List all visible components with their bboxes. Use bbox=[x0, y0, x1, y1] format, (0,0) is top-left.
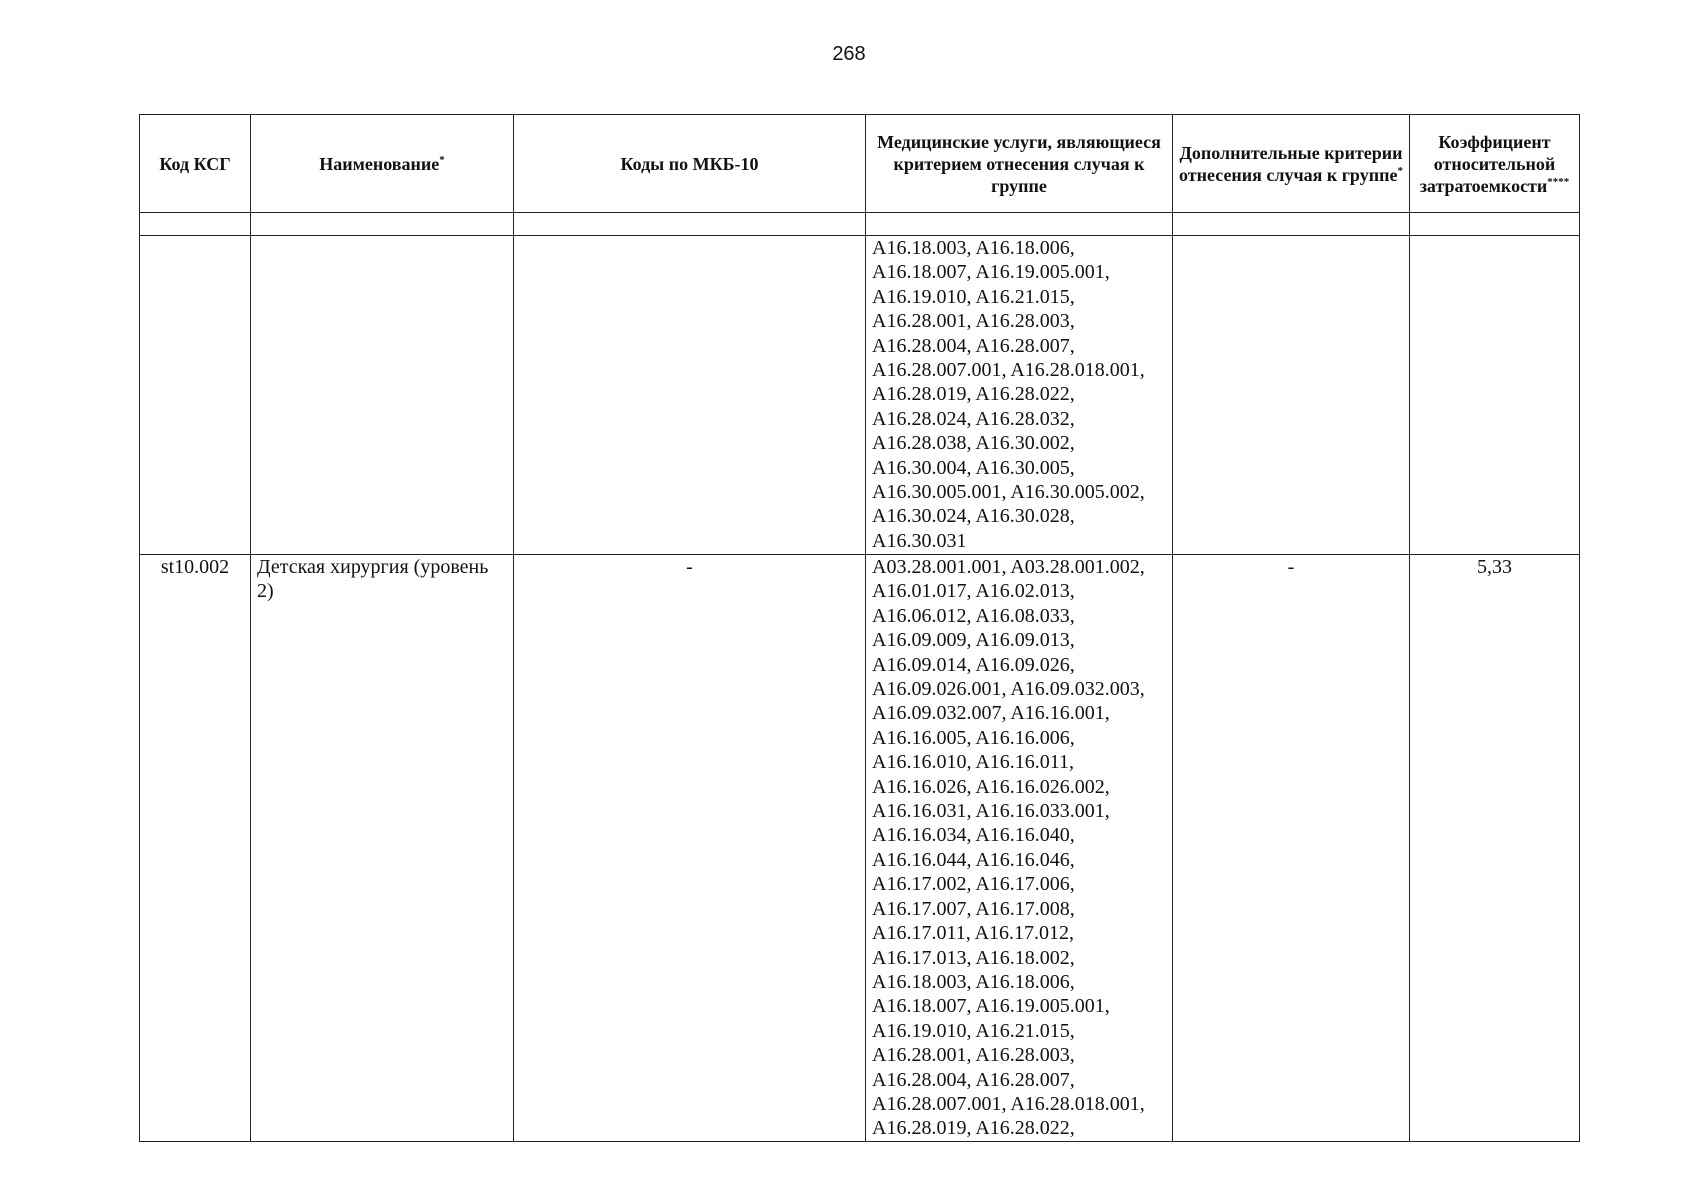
service-code-line: A16.30.005.001, A16.30.005.002, bbox=[872, 481, 1145, 504]
service-code-line: A16.09.014, A16.09.026, bbox=[872, 653, 1075, 676]
service-code-line: A16.28.001, A16.28.003, bbox=[872, 310, 1075, 333]
service-code-line: A16.18.007, A16.19.005.001, bbox=[872, 995, 1110, 1018]
service-code-line: A16.28.024, A16.28.032, bbox=[872, 407, 1075, 430]
service-code-line: A16.16.010, A16.16.011, bbox=[872, 751, 1075, 774]
header-name: Наименование* bbox=[251, 115, 514, 213]
service-code-line: A16.17.002, A16.17.006, bbox=[872, 873, 1075, 896]
cell-services bbox=[866, 236, 1173, 555]
service-code-line: A16.17.011, A16.17.012, bbox=[872, 922, 1075, 945]
service-code-line: A16.18.007, A16.19.005.001, bbox=[872, 261, 1110, 284]
cell-name: Детская хирургия (уровень 2) bbox=[251, 555, 514, 1142]
service-code-line: A16.09.009, A16.09.013, bbox=[872, 629, 1075, 652]
service-code-line: A16.06.012, A16.08.033, bbox=[872, 604, 1075, 627]
service-code-line: A03.28.001.001, A03.28.001.002, bbox=[872, 556, 1145, 578]
cell-coefficient: 5,33 bbox=[1410, 555, 1580, 1142]
service-code-line: A16.30.004, A16.30.005, bbox=[872, 456, 1075, 479]
cell-services bbox=[866, 555, 1173, 1142]
service-code-line: A16.28.019, A16.28.022, bbox=[872, 1117, 1075, 1140]
header-mkb: Коды по МКБ-10 bbox=[514, 115, 866, 213]
service-code-line: A16.17.007, A16.17.008, bbox=[872, 897, 1075, 920]
service-code-line: A16.28.038, A16.30.002, bbox=[872, 432, 1075, 455]
service-code-line: A16.28.007.001, A16.28.018.001, bbox=[872, 1092, 1145, 1115]
header-extra-criteria: Дополнительные критерии отнесения случая к группе* bbox=[1173, 115, 1410, 213]
cell-mkb: - bbox=[514, 555, 866, 1142]
service-code-line: A16.28.001, A16.28.003, bbox=[872, 1044, 1075, 1067]
cell-extra-criteria: - bbox=[1173, 555, 1410, 1142]
service-code-line: A16.30.024, A16.30.028, bbox=[872, 505, 1075, 528]
service-code-line: A16.16.034, A16.16.040, bbox=[872, 824, 1075, 847]
service-code-line: A16.09.032.007, A16.16.001, bbox=[872, 702, 1110, 725]
cell-code bbox=[140, 236, 251, 555]
header-row bbox=[140, 115, 1580, 213]
header-services: Медицинские услуги, являющиеся критерием отнесения случая к группе bbox=[866, 115, 1173, 213]
header-coefficient: Коэффициент относительной затратоемкости**** bbox=[1410, 115, 1580, 213]
service-code-line: A16.16.031, A16.16.033.001, bbox=[872, 800, 1110, 823]
cell-mkb bbox=[514, 236, 866, 555]
service-code-line: A16.09.026.001, A16.09.032.003, bbox=[872, 678, 1145, 701]
cell-coefficient bbox=[1410, 236, 1580, 555]
service-code-line: A16.28.007.001, A16.28.018.001, bbox=[872, 359, 1145, 382]
header-code: Код КСГ bbox=[140, 115, 251, 213]
service-code-line: A16.01.017, A16.02.013, bbox=[872, 580, 1075, 603]
service-code-line: A16.28.004, A16.28.007, bbox=[872, 1068, 1075, 1091]
service-code-line: A16.16.044, A16.16.046, bbox=[872, 848, 1075, 871]
service-code-line: A16.18.003, A16.18.006, bbox=[872, 237, 1075, 259]
cell-name bbox=[251, 236, 514, 555]
table-row-st10-002 bbox=[140, 555, 1580, 1142]
table-row-continuation bbox=[140, 236, 1580, 555]
cell-extra-criteria bbox=[1173, 236, 1410, 555]
service-code-line: A16.17.013, A16.18.002, bbox=[872, 946, 1075, 969]
service-code-line: A16.19.010, A16.21.015, bbox=[872, 285, 1075, 308]
spacer-row bbox=[140, 213, 1580, 236]
service-code-line: A16.28.004, A16.28.007, bbox=[872, 334, 1075, 357]
service-code-line: A16.16.005, A16.16.006, bbox=[872, 726, 1075, 749]
service-code-line: A16.18.003, A16.18.006, bbox=[872, 970, 1075, 993]
service-code-line: A16.16.026, A16.16.026.002, bbox=[872, 775, 1110, 798]
service-code-line: A16.28.019, A16.28.022, bbox=[872, 383, 1075, 406]
cell-code: st10.002 bbox=[140, 555, 251, 1142]
ksg-table bbox=[139, 114, 1580, 1142]
service-code-line: A16.19.010, A16.21.015, bbox=[872, 1019, 1075, 1042]
service-code-line: A16.30.031 bbox=[872, 529, 967, 552]
page-number: 268 bbox=[832, 43, 866, 65]
